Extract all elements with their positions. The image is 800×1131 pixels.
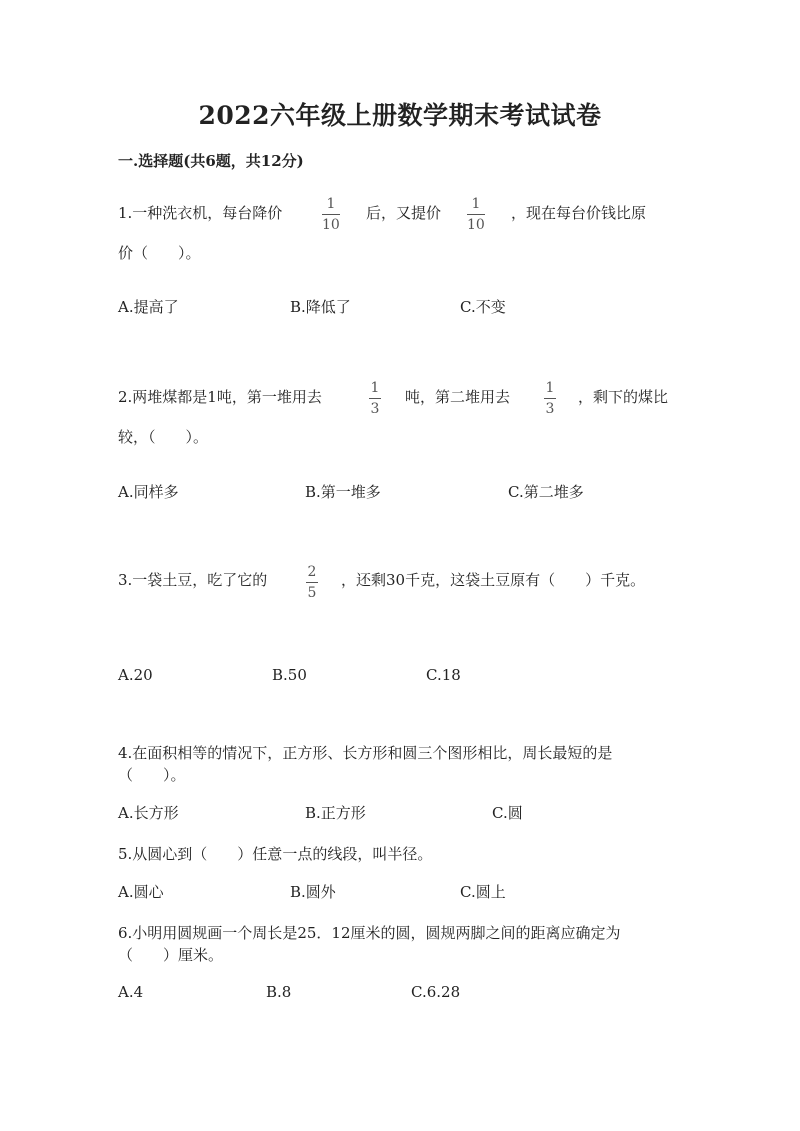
q3-fraction-1 — [306, 564, 318, 601]
q5-option-b: B.圆外 — [290, 883, 336, 901]
fraction-bar — [544, 398, 556, 399]
q3-option-a: A.20 — [118, 666, 153, 684]
q3-option-b: B.50 — [272, 666, 307, 684]
q3-fraction-1-numerator: 2 — [307, 564, 317, 580]
q3-text-a: 3.一袋土豆，吃了它的 — [118, 571, 268, 589]
q4-option-a: A.长方形 — [118, 804, 179, 822]
q1-fraction-1 — [322, 196, 340, 233]
q6-option-a: A.4 — [118, 983, 144, 1001]
q5-text-a: 5.从圆心到（ ）任意一点的线段，叫半径。 — [118, 845, 433, 863]
q4-option-c: C.圆 — [492, 804, 523, 822]
q6-option-c: C.6.28 — [411, 983, 461, 1001]
fraction-bar — [467, 214, 485, 215]
q1-option-a: A.提高了 — [118, 298, 179, 316]
q4-option-b: B.正方形 — [305, 804, 366, 822]
q2-text-b: 吨，第二堆用去 — [405, 388, 511, 406]
q1-fraction-1-numerator: 1 — [326, 196, 336, 212]
q2-text-d: 较，（ ）。 — [118, 428, 209, 446]
q1-text-b: 后，又提价 — [366, 204, 442, 222]
q1-fraction-2-denominator: 10 — [467, 217, 485, 233]
q3-text-b: ，还剩30千克，这袋土豆原有（ ）千克。 — [341, 571, 646, 589]
q5-option-c: C.圆上 — [460, 883, 506, 901]
q1-fraction-2 — [467, 196, 485, 233]
section-heading: 一.选择题(共6题，共12分) — [118, 152, 304, 170]
q2-text-a: 2.两堆煤都是1吨，第一堆用去 — [118, 388, 322, 406]
q2-fraction-1 — [369, 380, 381, 417]
q4-text-b: （ ）。 — [118, 766, 186, 784]
q1-text-a: 1.一种洗衣机，每台降价 — [118, 204, 283, 222]
q6-text-b: （ ）厘米。 — [118, 946, 224, 964]
q1-option-c: C.不变 — [460, 298, 506, 316]
q1-text-d: 价（ ）。 — [118, 244, 201, 262]
q1-fraction-2-numerator: 1 — [471, 196, 481, 212]
fraction-bar — [369, 398, 381, 399]
q3-option-c: C.18 — [426, 666, 461, 684]
q2-option-b: B.第一堆多 — [305, 483, 381, 501]
q2-fraction-1-denominator: 3 — [370, 401, 380, 417]
q1-option-b: B.降低了 — [290, 298, 351, 316]
fraction-bar — [322, 214, 340, 215]
q6-option-b: B.8 — [266, 983, 292, 1001]
q6-text-a: 6.小明用圆规画一个周长是25．12厘米的圆，圆规两脚之间的距离应确定为 — [118, 924, 621, 942]
exam-title: 2022六年级上册数学期末考试试卷 — [198, 101, 602, 130]
q2-fraction-2 — [544, 380, 556, 417]
q5-option-a: A.圆心 — [118, 883, 164, 901]
q3-fraction-1-denominator: 5 — [307, 585, 317, 601]
q2-option-c: C.第二堆多 — [508, 483, 584, 501]
q1-text-c: ，现在每台价钱比原 — [511, 204, 647, 222]
q2-fraction-2-numerator: 1 — [545, 380, 555, 396]
q2-option-a: A.同样多 — [118, 483, 179, 501]
q2-fraction-2-denominator: 3 — [545, 401, 555, 417]
q4-text-a: 4.在面积相等的情况下，正方形、长方形和圆三个图形相比，周长最短的是 — [118, 744, 613, 762]
q1-fraction-1-denominator: 10 — [322, 217, 340, 233]
fraction-bar — [306, 582, 318, 583]
q2-text-c: ，剩下的煤比 — [578, 388, 669, 406]
q2-fraction-1-numerator: 1 — [370, 380, 380, 396]
